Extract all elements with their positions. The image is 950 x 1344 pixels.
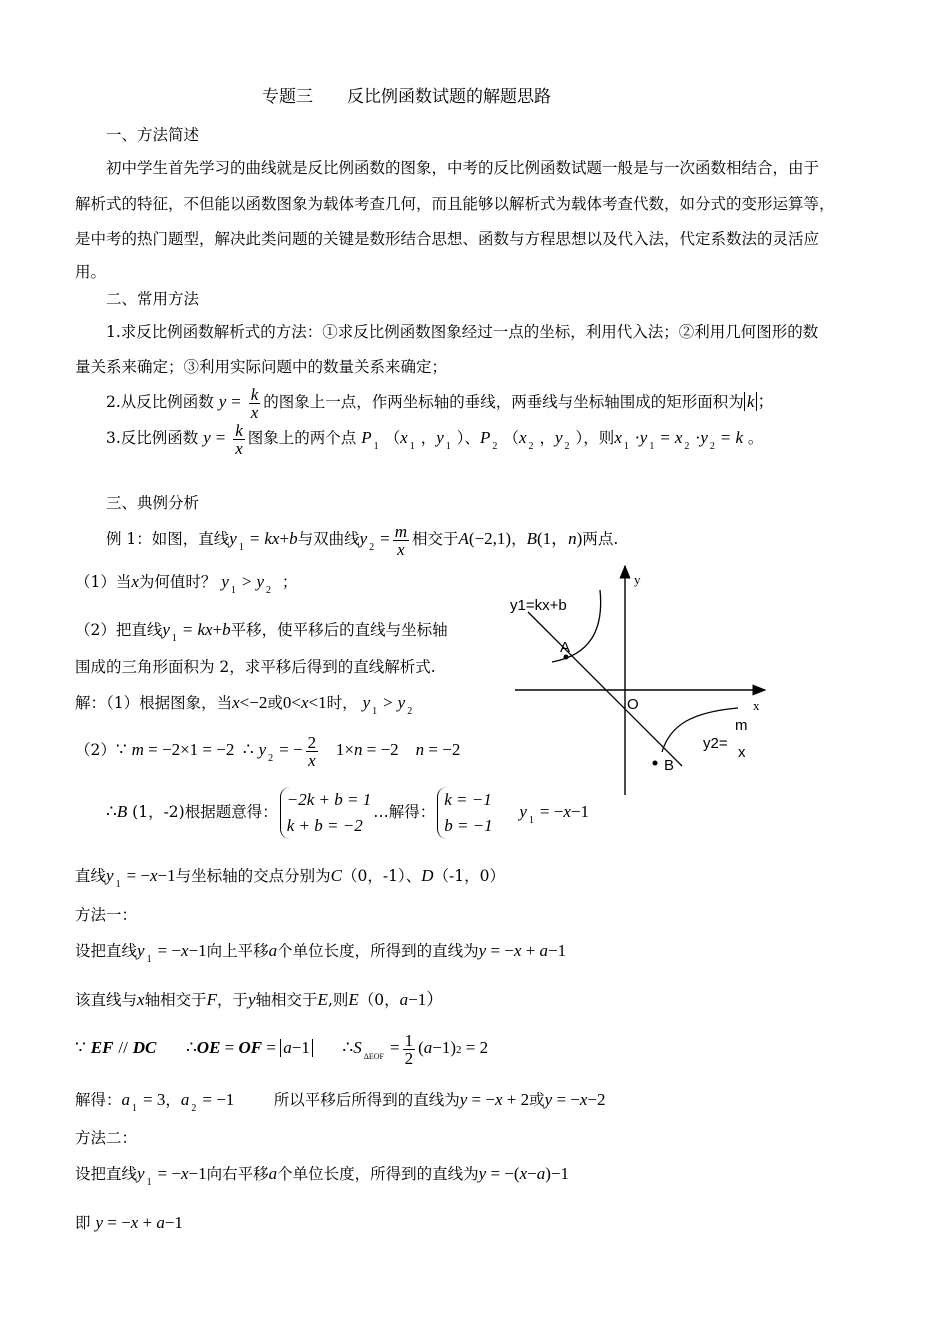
curve-label-m: m bbox=[735, 717, 748, 734]
line-label: y1=kx+b bbox=[510, 597, 567, 614]
method-3-line: 3.反比例函数 y = $\frac{k}{x}$ 图象上的两个点 P $_1$ （x $_1$ ，y $_1$ ）、P $_2$ （x $_2$ ，y $_2$ ），则x $_1$ ·y $_1$ = x $_2$ ·y $_2$ = k 。 bbox=[106, 420, 764, 458]
method-one-area: ∵ EF // DC ∴OE = OF = a−1 ∴S $_{\Delta EOF}$ = $\frac{1}{2}$ (a−1)2 = 2 bbox=[75, 1030, 489, 1068]
method-two-shift: 设把直线y $_1$ = −x−1向右平移a个单位长度，所得到的直线为y = −(x−a)−1 bbox=[75, 1164, 569, 1188]
paragraph-line: 解析式的特征，不但能以函数图象为载体考查几何，而且能够以解析式为载体考查代数，如分式的变形运算等， bbox=[75, 195, 835, 213]
curve-label: y2= bbox=[703, 735, 728, 752]
method-one-solution: 解得：a $_1$ = 3，a $_2$ = −1 所以平移后所得到的直线为y = −x + 2或y = −x−2 bbox=[75, 1090, 606, 1114]
question-2-line-a: （2）把直线y $_1$ = kx+b平移，使平移后的直线与坐标轴 bbox=[75, 620, 448, 644]
question-2-line-b: 围成的三角形面积为 2，求平移后得到的直线解析式. bbox=[75, 658, 436, 676]
paragraph-line: 用。 bbox=[75, 263, 107, 281]
method-2-line: 2.从反比例函数 y = $\frac{k}{x}$ 的图象上一点，作两坐标轴的垂线，两垂线与坐标轴围成的矩形面积为 k ； bbox=[106, 384, 775, 422]
section-heading-2: 二、常用方法 bbox=[106, 290, 200, 308]
section-heading-3: 三、典例分析 bbox=[106, 494, 200, 512]
paragraph-line: 是中考的热门题型，解决此类问题的关键是数形结合思想、函数与方程思想以及代入法，代定系数法的灵活应 bbox=[75, 230, 820, 248]
point-a-label: A bbox=[560, 639, 571, 656]
function-graph bbox=[505, 560, 775, 800]
solution-b-system: ∴B (1，-2)根据题意得：−2k + b = 1 k + b = −2…解得：k = −1 b = −1 y $_1$ = −x−1 bbox=[106, 785, 589, 842]
x-axis-label: x bbox=[753, 698, 760, 713]
method-1-line-a: 1.求反比例函数解析式的方法：①求反比例函数图象经过一点的坐标，利用代入法；②利用几何图形的数 bbox=[106, 323, 819, 341]
y-axis-label: y bbox=[634, 572, 641, 587]
method-one-ef: 该直线与x轴相交于F，于y轴相交于E,则E（0，a−1） bbox=[75, 990, 444, 1009]
method-two-result: 即 y = −x + a−1 bbox=[75, 1213, 183, 1232]
origin-label: O bbox=[627, 696, 639, 713]
intersection-points: 直线y $_1$ = −x−1与坐标轴的交点分别为C（0，-1）、D（-1，0） bbox=[75, 866, 505, 890]
point-b-label: B bbox=[664, 757, 675, 774]
method-one-label: 方法一： bbox=[75, 906, 138, 924]
page-title: 专题三 反比例函数试题的解题思路 bbox=[262, 87, 551, 107]
question-1: （1）当x为何值时？ y $_1$ > y $_2$ ； bbox=[75, 572, 298, 596]
method-1-line-b: 量关系来确定；③利用实际问题中的数量关系来确定； bbox=[75, 358, 448, 376]
curve-label-x: x bbox=[738, 744, 746, 761]
line-y1 bbox=[528, 612, 682, 766]
example-1-line: 例 1：如图，直线y $_1$ = kx+b与双曲线y $_2$ = $\frac{m}{x}$ 相交于A(−2,1)，B(1，n)两点. bbox=[106, 521, 619, 559]
section-heading-1: 一、方法简述 bbox=[106, 126, 200, 144]
method-one-shift: 设把直线y $_1$ = −x−1向上平移a个单位长度，所得到的直线为y = −x + a−1 bbox=[75, 941, 567, 965]
solution-1: 解：（1）根据图象，当x<−2或0<x<1时， y $_1$ > y $_2$ bbox=[75, 693, 413, 717]
method-two-label: 方法二： bbox=[75, 1129, 138, 1147]
point-b bbox=[653, 761, 658, 766]
paragraph-line: 初中学生首先学习的曲线就是反比例函数的图象，中考的反比例函数试题一般是与一次函数相结合，由于 bbox=[106, 159, 820, 177]
solution-2: （2）∵ m = −2×1 = −2 ∴ y $_2$ = − $\frac{2}{x}$ 1×n = −2 n = −2 bbox=[75, 732, 461, 770]
